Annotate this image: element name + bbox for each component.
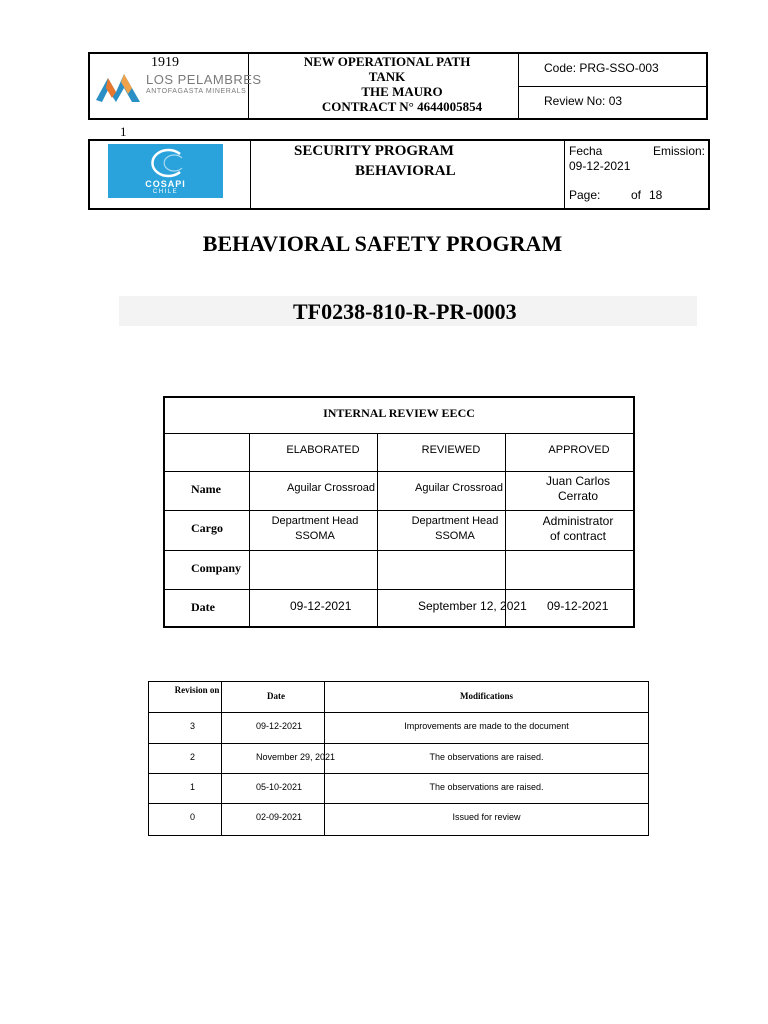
name-approved: Juan Carlos Cerrato [545,474,611,503]
contract-title [252,54,522,114]
rev-row-1-mod: The observations are raised. [429,752,544,762]
title-line-3: THE MAURO [361,84,443,99]
rev-row-1-num: 2 [190,752,196,762]
los-pelambres-logo-icon [94,66,144,108]
col-reviewed: REVIEWED [421,444,481,456]
of-label: of [631,188,642,202]
founding-year: 1919 [151,55,179,70]
emission-label: Emission: [653,144,706,158]
title-line-2: TANK [368,69,406,84]
cargo-approved: Administrator of contract [542,514,614,543]
col-elaborated: ELABORATED [286,444,360,456]
row-label-company: Company [191,561,242,575]
row-label-date: Date [191,600,215,614]
review-table-title: INTERNAL REVIEW EECC [323,406,475,420]
header-date: Date [267,691,285,701]
program-title-line-2: BEHAVIORAL [355,163,456,179]
cosapi-logo [108,144,223,198]
rev-row-2-mod: The observations are raised. [429,782,544,792]
review-number: Review No: 03 [544,94,623,108]
main-title: BEHAVIORAL SAFETY PROGRAM [202,231,563,256]
rev-row-0-mod: Improvements are made to the document [404,721,569,731]
rev-row-1-date: November 29, 2021 [256,752,336,762]
header-modifications: Modifications [460,691,513,701]
cosapi-sub: CHILE [152,189,179,195]
cosapi-name: COSAPI [145,179,186,189]
rev-row-3-num: 0 [190,812,196,822]
cargo-reviewed: Department Head SSOMA [411,515,499,542]
cargo-elaborated: Department Head SSOMA [271,515,359,542]
date-reviewed: September 12, 2021 [418,599,527,613]
row-label-name: Name [191,482,221,496]
rev-row-3-date: 02-09-2021 [256,812,303,822]
fecha-label: Fecha [569,144,603,158]
cosapi-arc-icon [144,146,188,180]
title-line-4: CONTRACT N° 4644005854 [321,99,483,114]
header-revision: Revision on [174,685,220,695]
page-label: Page: [569,188,601,202]
rev-row-0-num: 3 [190,721,196,731]
name-elaborated: Aguilar Crossroad [287,482,376,494]
rev-row-0-date: 09-12-2021 [256,721,303,731]
internal-review-table [163,396,635,628]
rev-row-2-date: 05-10-2021 [256,782,303,792]
document-number: TF0238-810-R-PR-0003 [293,299,517,324]
rev-row-3-mod: Issued for review [452,812,521,822]
rev-row-2-num: 1 [190,782,196,792]
row-label-cargo: Cargo [191,521,223,535]
page-marker: 1 [120,124,127,139]
program-title-line-1: SECURITY PROGRAM [294,143,454,159]
date-elaborated: 09-12-2021 [290,599,352,613]
name-reviewed: Aguilar Crossroad [415,482,504,494]
logo-name: LOS PELAMBRES [146,72,262,87]
title-line-1: NEW OPERATIONAL PATH [303,54,471,69]
col-approved: APPROVED [548,444,610,456]
emission-date: 09-12-2021 [569,159,631,173]
date-approved: 09-12-2021 [547,599,609,613]
document-code: Code: PRG-SSO-003 [544,61,659,75]
total-pages: 18 [649,188,663,202]
logo-subtitle: ANTOFAGASTA MINERALS [146,88,247,95]
